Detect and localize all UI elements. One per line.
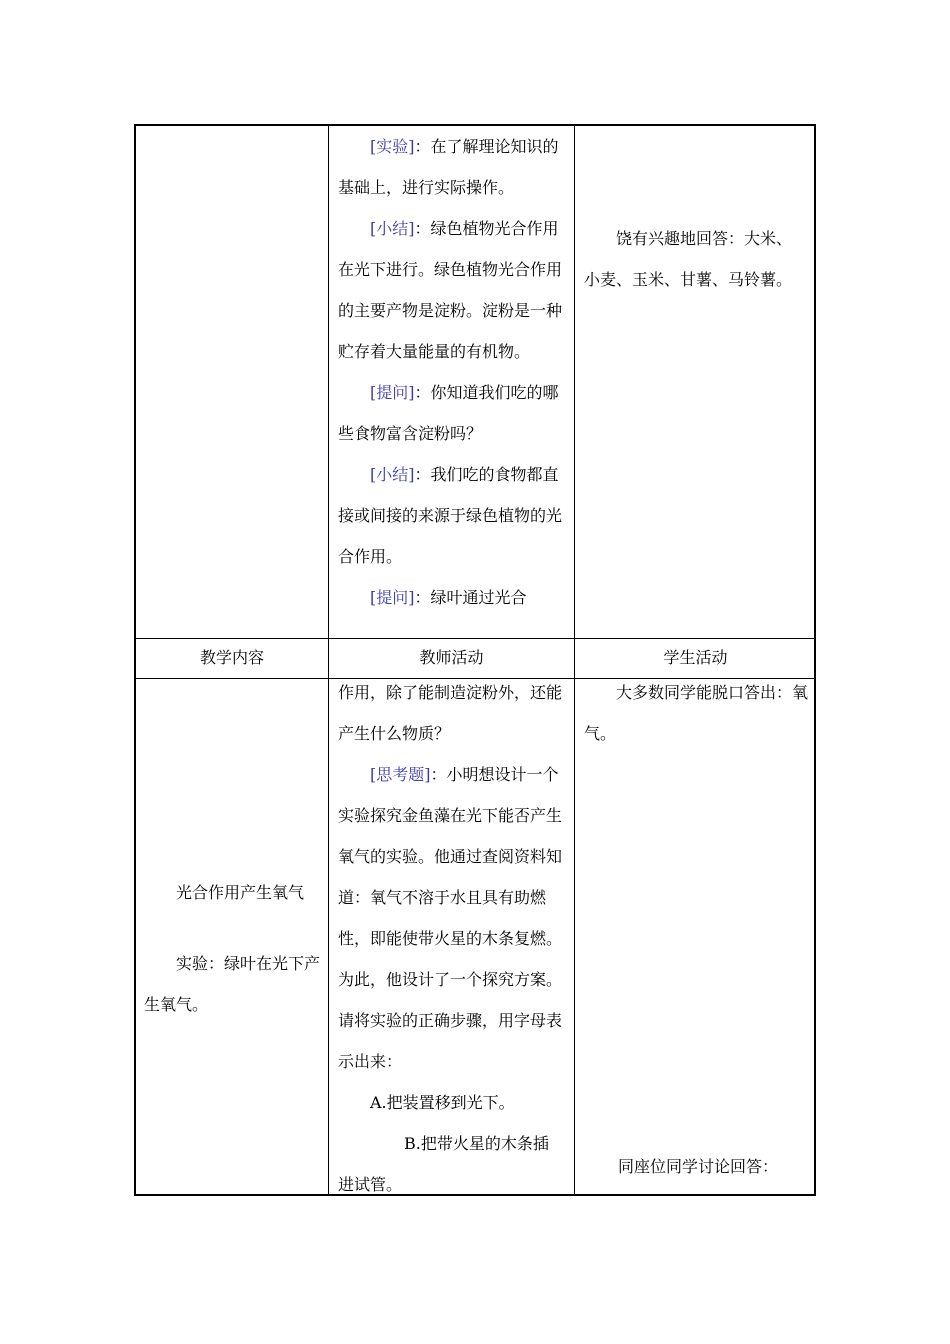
- header-teacher-activity: 教师活动: [419, 648, 484, 667]
- bottom-teacher-cell: [338, 672, 564, 1205]
- paragraph-text: ：我们吃的食物都直接或间接的来源于绿色植物的光合作用。: [338, 465, 563, 566]
- think-question: [338, 754, 564, 1082]
- content-topic: 光合作用产生氧气: [176, 883, 305, 902]
- tag-label: [小结]: [370, 219, 415, 238]
- content-experiment: 实验：绿叶在光下产生氧气。: [144, 954, 321, 1014]
- student-discussion: 同座位同学讨论回答：: [618, 1157, 779, 1176]
- teacher-intro: 作用，除了能制造淀粉外，还能产生什么物质？: [338, 683, 563, 743]
- step-b: B.把带火星的木条插: [404, 1134, 549, 1153]
- teacher-paragraph: [338, 577, 564, 618]
- tag-label: [提问]: [370, 588, 415, 607]
- tag-label: [提问]: [370, 383, 415, 402]
- header-student-activity: 学生活动: [663, 648, 728, 667]
- teacher-paragraph: [338, 372, 564, 454]
- student-answer-oxygen: 大多数同学能脱口答出：氧气。: [584, 683, 809, 743]
- paragraph-text: ：你知道我们吃的哪些食物富含淀粉吗？: [338, 383, 559, 443]
- student-answer: 饶有兴趣地回答：大米、小麦、玉米、甘薯、马铃薯。: [584, 229, 793, 289]
- tag-label: [小结]: [370, 465, 415, 484]
- top-teacher-cell: [338, 126, 564, 618]
- paragraph-text: ：在了解理论知识的基础上，进行实际操作。: [338, 137, 559, 197]
- tag-label: [思考题]: [370, 765, 431, 784]
- bottom-student-cell: [584, 672, 810, 754]
- top-student-cell: [584, 218, 806, 300]
- header-teaching-content: 教学内容: [199, 648, 264, 667]
- tag-label: [实验]: [370, 137, 415, 156]
- lesson-table: [134, 124, 816, 1196]
- teacher-paragraph: [338, 454, 564, 577]
- step-a: A.把装置移到光下。: [370, 1093, 515, 1112]
- paragraph-text: ：绿叶通过光合: [414, 588, 527, 607]
- paragraph-text: ：绿色植物光合作用在光下进行。绿色植物光合作用的主要产物是淀粉。淀粉是一种贮存着大量能量的有机物。: [338, 219, 563, 361]
- bottom-content-cell: [144, 872, 320, 1025]
- teacher-paragraph: [338, 208, 564, 372]
- teacher-paragraph: [338, 126, 564, 208]
- step-b-continued: 进试管。: [338, 1175, 403, 1194]
- paragraph-text: ：小明想设计一个实验探究金鱼藻在光下能否产生氧气的实验。他通过查阅资料知道：氧气不溶于水且具有助燃性，即能使带火星的木条复燃。为此，他设计了一个探究方案。请将实验的正确步骤，用字母表示出来：: [338, 765, 563, 1071]
